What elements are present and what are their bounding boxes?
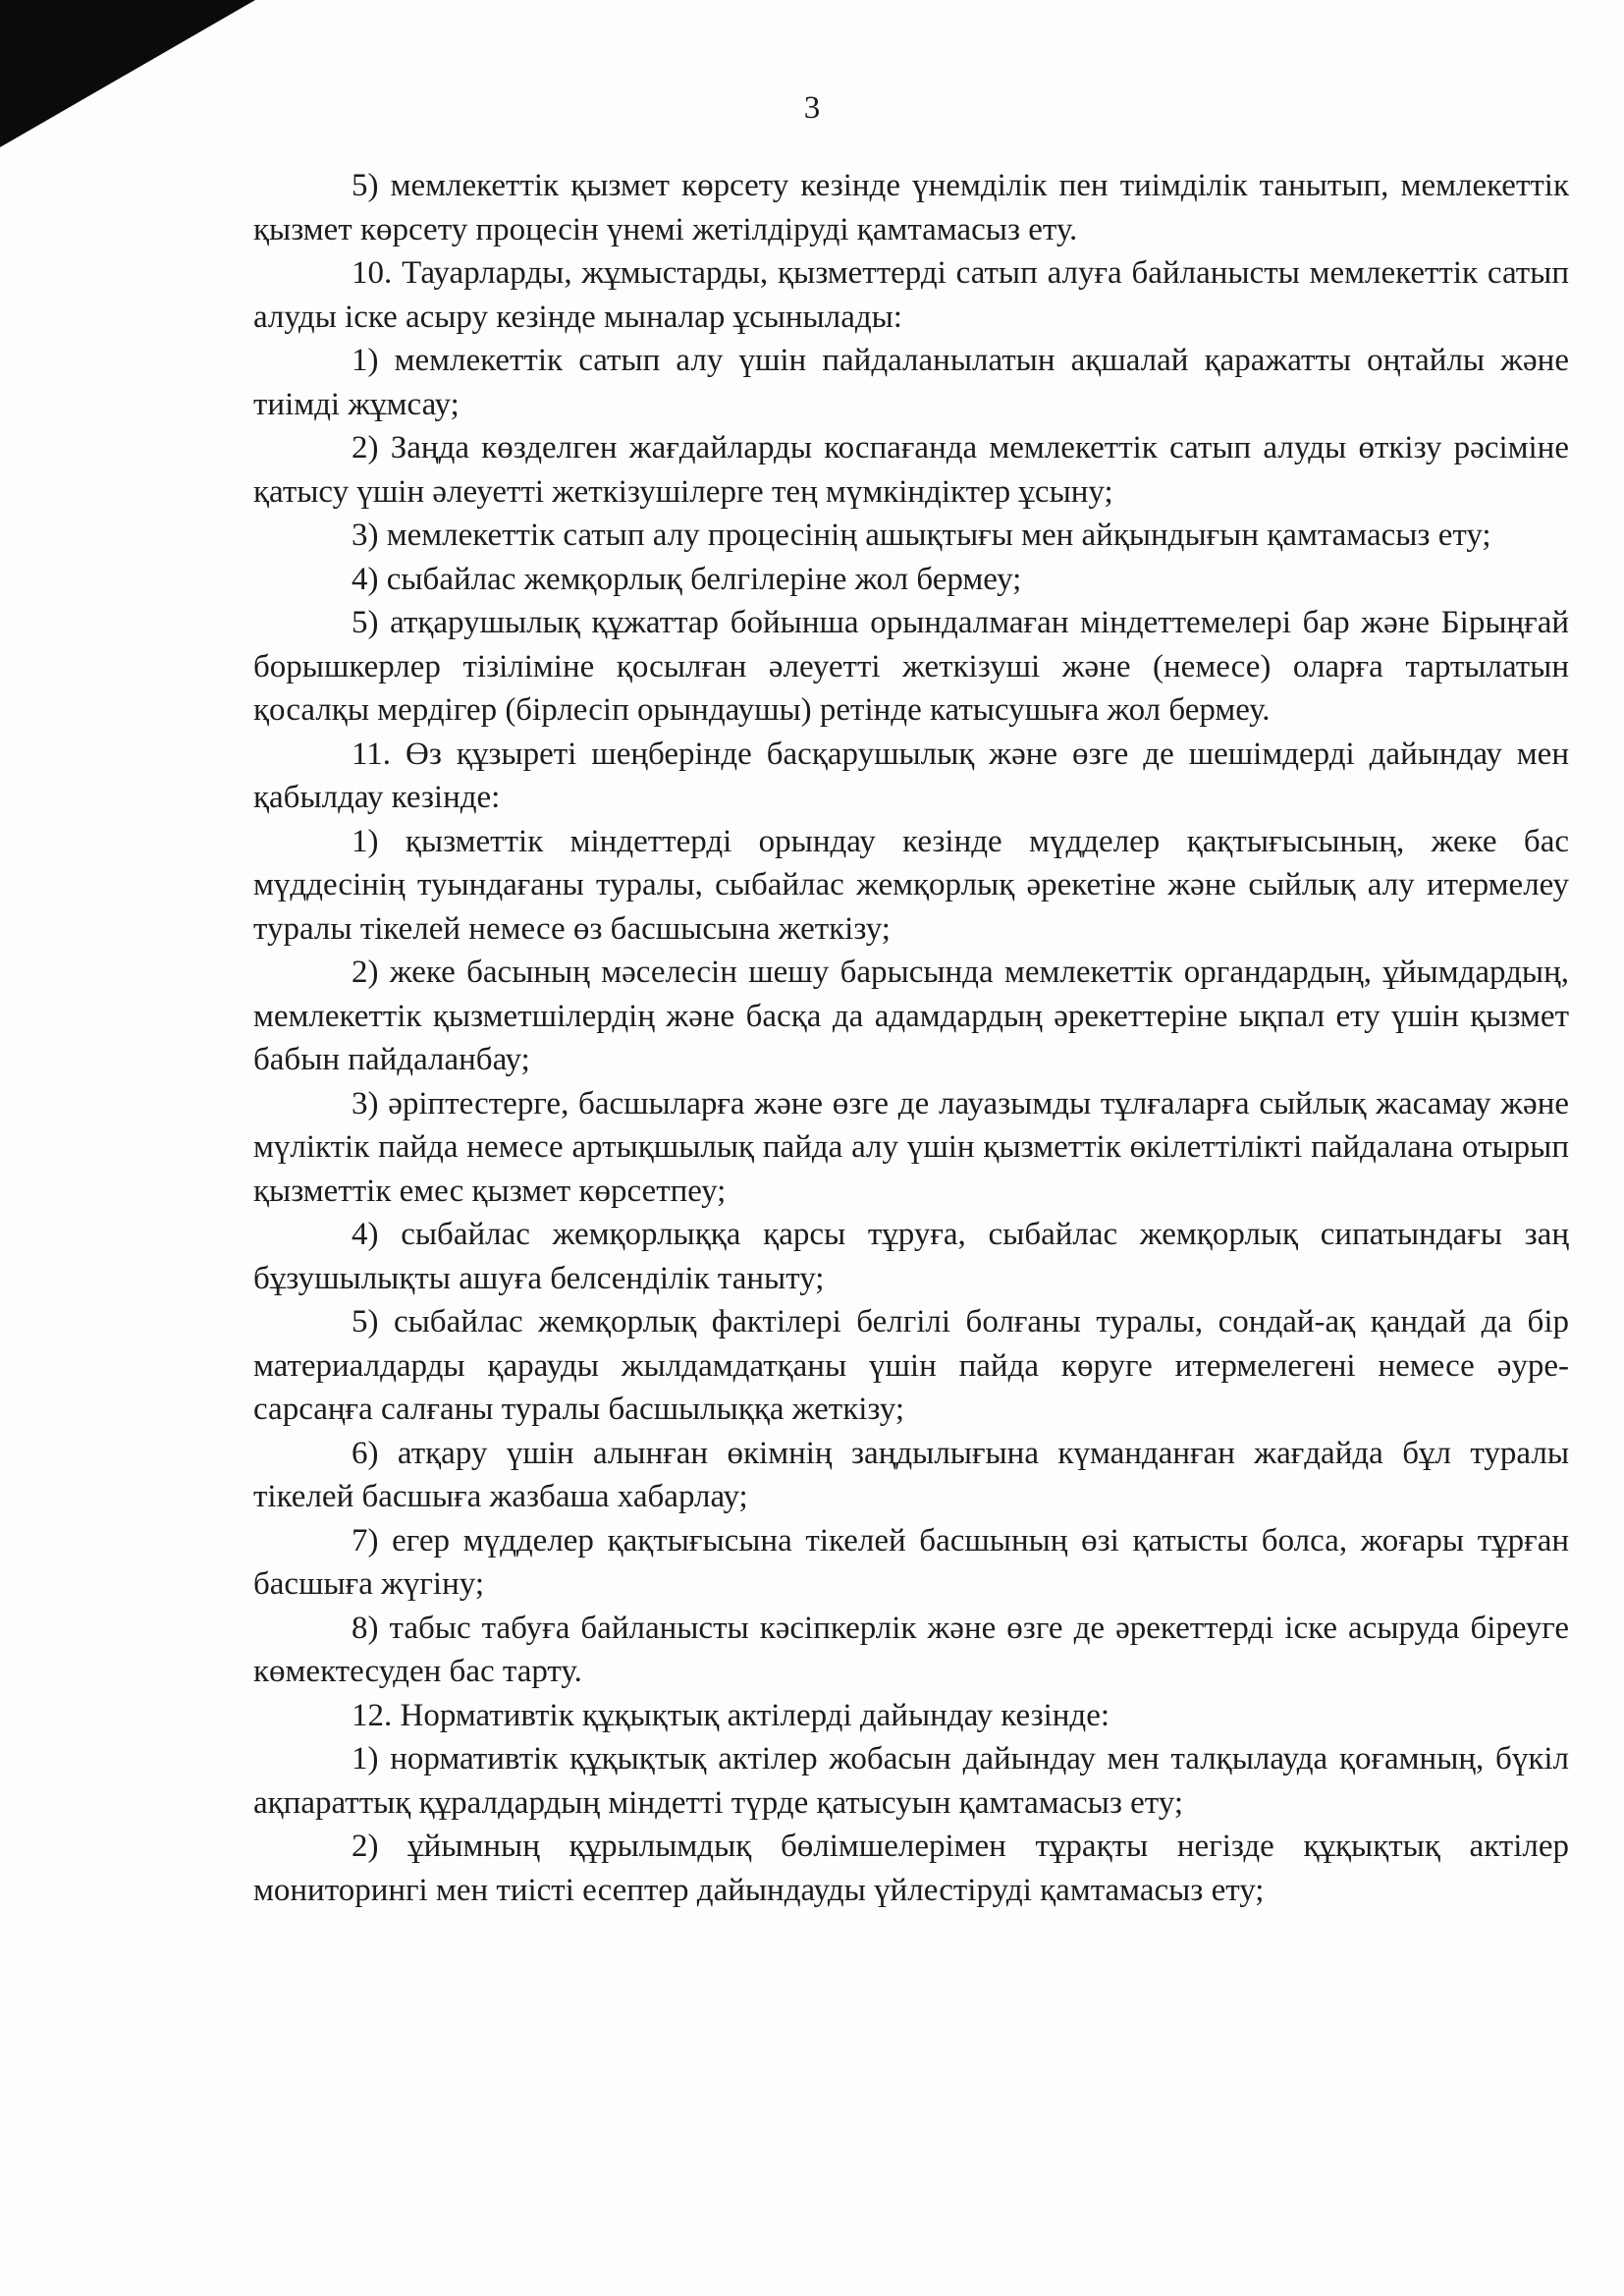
paragraph: 7) егер мүдделер қақтығысына тікелей басшының өзі қатысты болса, жоғары тұрған басшыға жүгіну; (253, 1522, 1569, 1602)
paragraph: 4) сыбайлас жемқорлық белгілеріне жол бермеу; (352, 561, 1022, 597)
paragraph: 3) әріптестерге, басшыларға және өзге де лауазымды тұлғаларға сыйлық жасамау және мүліктік пайда немесе артықшылық пайда алу үшін қызметтік өкілеттілікті пайдалана отырып қызметтік емес қызмет көрсетпеу; (253, 1085, 1569, 1209)
paragraph: 2) ұйымның құрылымдық бөлімшелерімен тұрақты негізде құқықтық актілер мониторингі мен тиісті есептер дайындауды үйлестіруді қамтамасыз ету; (253, 1829, 1569, 1908)
paragraph: 5) сыбайлас жемқорлық фактілері белгілі болғаны туралы, сондай-ақ қандай да бір материалдарды қарауды жылдамдатқаны үшін пайда көруге итермелегені немесе әуре-сарсаңға салғаны туралы басшылыққа жеткізу; (253, 1304, 1569, 1427)
document-body (253, 164, 1569, 1912)
paragraph: 11. Өз құзыреті шеңберінде басқарушылық және өзге де шешімдерді дайындау мен қабылдау кезінде: (253, 736, 1569, 815)
paragraph: 4) сыбайлас жемқорлыққа қарсы тұруға, сыбайлас жемқорлық сипатындағы заң бұзушылықты ашуға белсенділік таныту; (253, 1217, 1569, 1296)
paragraph: 5) атқарушылық құжаттар бойынша орындалмаған міндеттемелері бар және Бірыңғай борышкерлер тізіліміне қосылған әлеуетті жеткізуші және (немесе) оларға тартылатын қосалқы мердігер (бірлесіп орындаушы) ретінде катысушыға жол бермеу. (253, 605, 1569, 728)
paragraph: 10. Тауарларды, жұмыстарды, қызметтерді сатып алуға байланысты мемлекеттік сатып алуды іске асыру кезінде мыналар ұсынылады: (253, 255, 1569, 335)
paragraph: 5) мемлекеттік қызмет көрсету кезінде үнемділік пен тиімділік танытып, мемлекеттік қызмет көрсету процесін үнемі жетілдіруді қамтамасыз ету. (253, 168, 1569, 247)
paragraph: 2) жеке басының мәселесін шешу барысында мемлекеттік органдардың, ұйымдардың, мемлекеттік қызметшілердің және басқа да адамдардың әрекеттеріне ықпал ету үшін қызмет бабын пайдаланбау; (253, 955, 1569, 1077)
paragraph: 1) мемлекеттік сатып алу үшін пайдаланылатын ақшалай қаражатты оңтайлы және тиімді жұмсау; (253, 343, 1569, 422)
paragraph: 8) табыс табуға байланысты кәсіпкерлік және өзге де әрекеттерді іске асыруда біреуге көмектесуден бас тарту. (253, 1610, 1569, 1689)
paragraph: 1) қызметтік міндеттерді орындау кезінде мүдделер қақтығысының, жеке бас мүддесінің туындағаны туралы, сыбайлас жемқорлық әрекетіне және сыйлық алу итермелеу туралы тікелей немесе өз басшысына жеткізу; (253, 823, 1569, 947)
page-number: 3 (803, 90, 821, 126)
paragraph: 2) Заңда көзделген жағдайларды коспағанда мемлекеттік сатып алуды өткізу рәсіміне қатысу үшін әлеуетті жеткізушілерге тең мүмкіндіктер ұсыну; (253, 430, 1569, 510)
paragraph: 1) нормативтік құқықтық актілер жобасын дайындау мен талқылауда қоғамның, бүкіл ақпараттық құралдардың міндетті түрде қатысуын қамтамасыз ету; (253, 1741, 1569, 1821)
paragraph: 6) атқару үшін алынған өкімнің заңдылығына күманданған жағдайда бұл туралы тікелей басшыға жазбаша хабарлау; (253, 1435, 1569, 1514)
paragraph: 3) мемлекеттік сатып алу процесінің ашықтығы мен айқындығын қамтамасыз ету; (352, 518, 1491, 553)
paragraph: 12. Нормативтік құқықтық актілерді дайындау кезінде: (352, 1697, 1110, 1733)
